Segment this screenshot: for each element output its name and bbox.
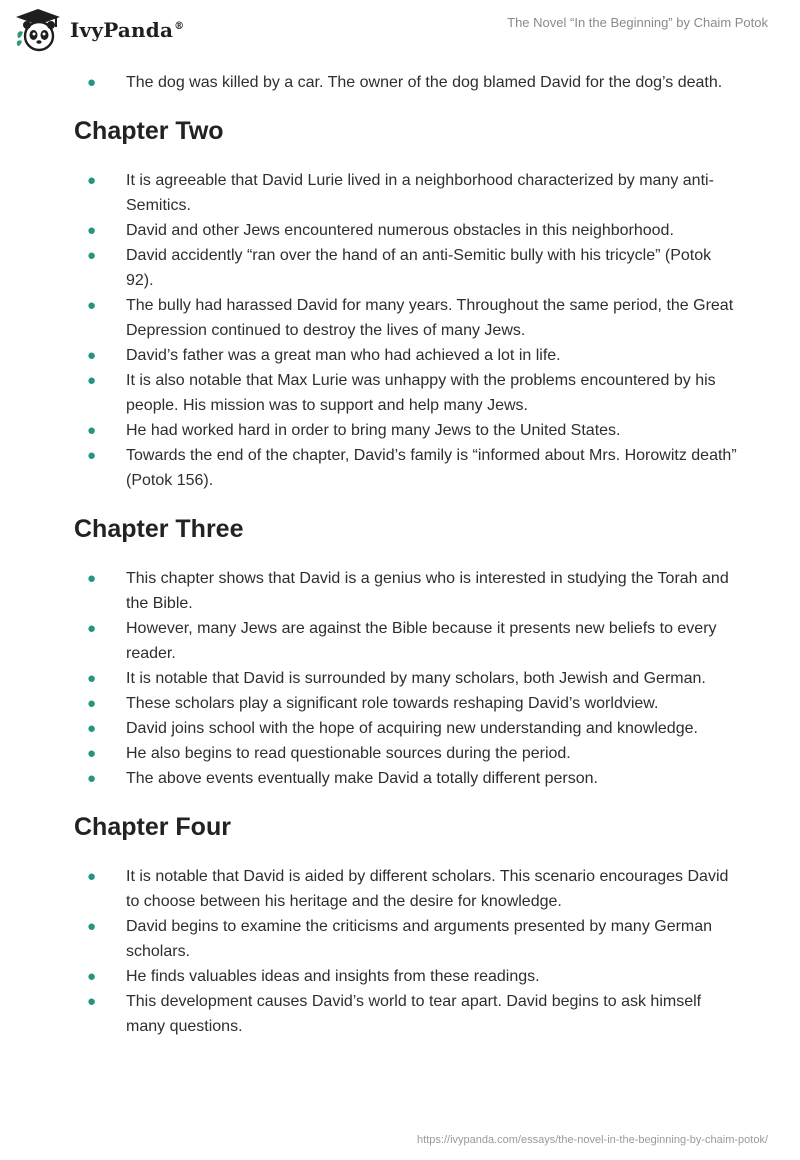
chapter-heading: Chapter Three [74,515,244,543]
bullet-icon: ● [87,745,97,762]
bullet-icon: ● [87,74,97,91]
bullet-icon: ● [87,247,97,264]
list-item: ● The above events eventually make David a totally different person. [0,766,800,791]
bullet-icon: ● [87,570,97,587]
list-item: ● He also begins to read questionable sources during the period. [0,741,800,766]
chapter-heading: Chapter Four [74,813,231,841]
bullet-icon: ● [87,620,97,637]
list-item: ● This chapter shows that David is a genius who is interested in studying the Torah and the Bible. [0,566,800,616]
bullet-icon: ● [87,297,97,314]
list-item: ● It is notable that David is aided by different scholars. This scenario encourages David to choose between his heritage and the desire for knowledge. [0,864,800,914]
bullet-icon: ● [87,770,97,787]
list-item: ● David joins school with the hope of acquiring new understanding and knowledge. [0,716,800,741]
list-item: ● The dog was killed by a car. The owner of the dog blamed David for the dog’s death. [0,70,800,95]
list-item: ● He finds valuables ideas and insights from these readings. [0,964,800,989]
chapter-heading: Chapter Two [74,117,224,145]
list-item: ● It is also notable that Max Lurie was unhappy with the problems encountered by his people. His mission was to support and help many Jews. [0,368,800,418]
intro-list [0,70,800,95]
bullet-icon: ● [87,918,97,935]
list-item: ● It is agreeable that David Lurie lived in a neighborhood characterized by many anti-Semitics. [0,168,800,218]
chapter-two-list [0,168,800,493]
list-item: ● David’s father was a great man who had achieved a lot in life. [0,343,800,368]
list-item: ● David and other Jews encountered numerous obstacles in this neighborhood. [0,218,800,243]
bullet-icon: ● [87,720,97,737]
bullet-icon: ● [87,447,97,464]
document-title: The Novel “In the Beginning” by Chaim Potok [507,15,768,30]
list-item: ● David accidently “ran over the hand of an anti-Semitic bully with his tricycle” (Potok 92). [0,243,800,293]
bullet-icon: ● [87,670,97,687]
list-item: ● The bully had harassed David for many years. Throughout the same period, the Great Depression continued to destroy the lives of many Jews. [0,293,800,343]
list-item: ● This development causes David’s world to tear apart. David begins to ask himself many questions. [0,989,800,1039]
panda-logo-icon [14,8,62,52]
document-body [0,70,800,1039]
list-item: ● David begins to examine the criticisms and arguments presented by many German scholars. [0,914,800,964]
bullet-icon: ● [87,695,97,712]
chapter-four-list [0,864,800,1039]
page-header [0,0,800,62]
chapter-three-list [0,566,800,791]
source-url[interactable]: https://ivypanda.com/essays/the-novel-in-the-beginning-by-chaim-potok/ [417,1134,768,1146]
bullet-icon: ● [87,172,97,189]
bullet-icon: ● [87,372,97,389]
brand-logo[interactable] [14,8,184,52]
list-item: ● However, many Jews are against the Bible because it presents new beliefs to every reader. [0,616,800,666]
brand-name: IvyPanda® [70,18,185,42]
list-item: ● Towards the end of the chapter, David’s family is “informed about Mrs. Horowitz death” (Potok 156). [0,443,800,493]
bullet-icon: ● [87,422,97,439]
list-item: ● These scholars play a significant role towards reshaping David’s worldview. [0,691,800,716]
bullet-icon: ● [87,222,97,239]
bullet-icon: ● [87,968,97,985]
list-item: ● He had worked hard in order to bring many Jews to the United States. [0,418,800,443]
bullet-icon: ● [87,868,97,885]
bullet-icon: ● [87,347,97,364]
bullet-icon: ● [87,993,97,1010]
list-item: ● It is notable that David is surrounded by many scholars, both Jewish and German. [0,666,800,691]
